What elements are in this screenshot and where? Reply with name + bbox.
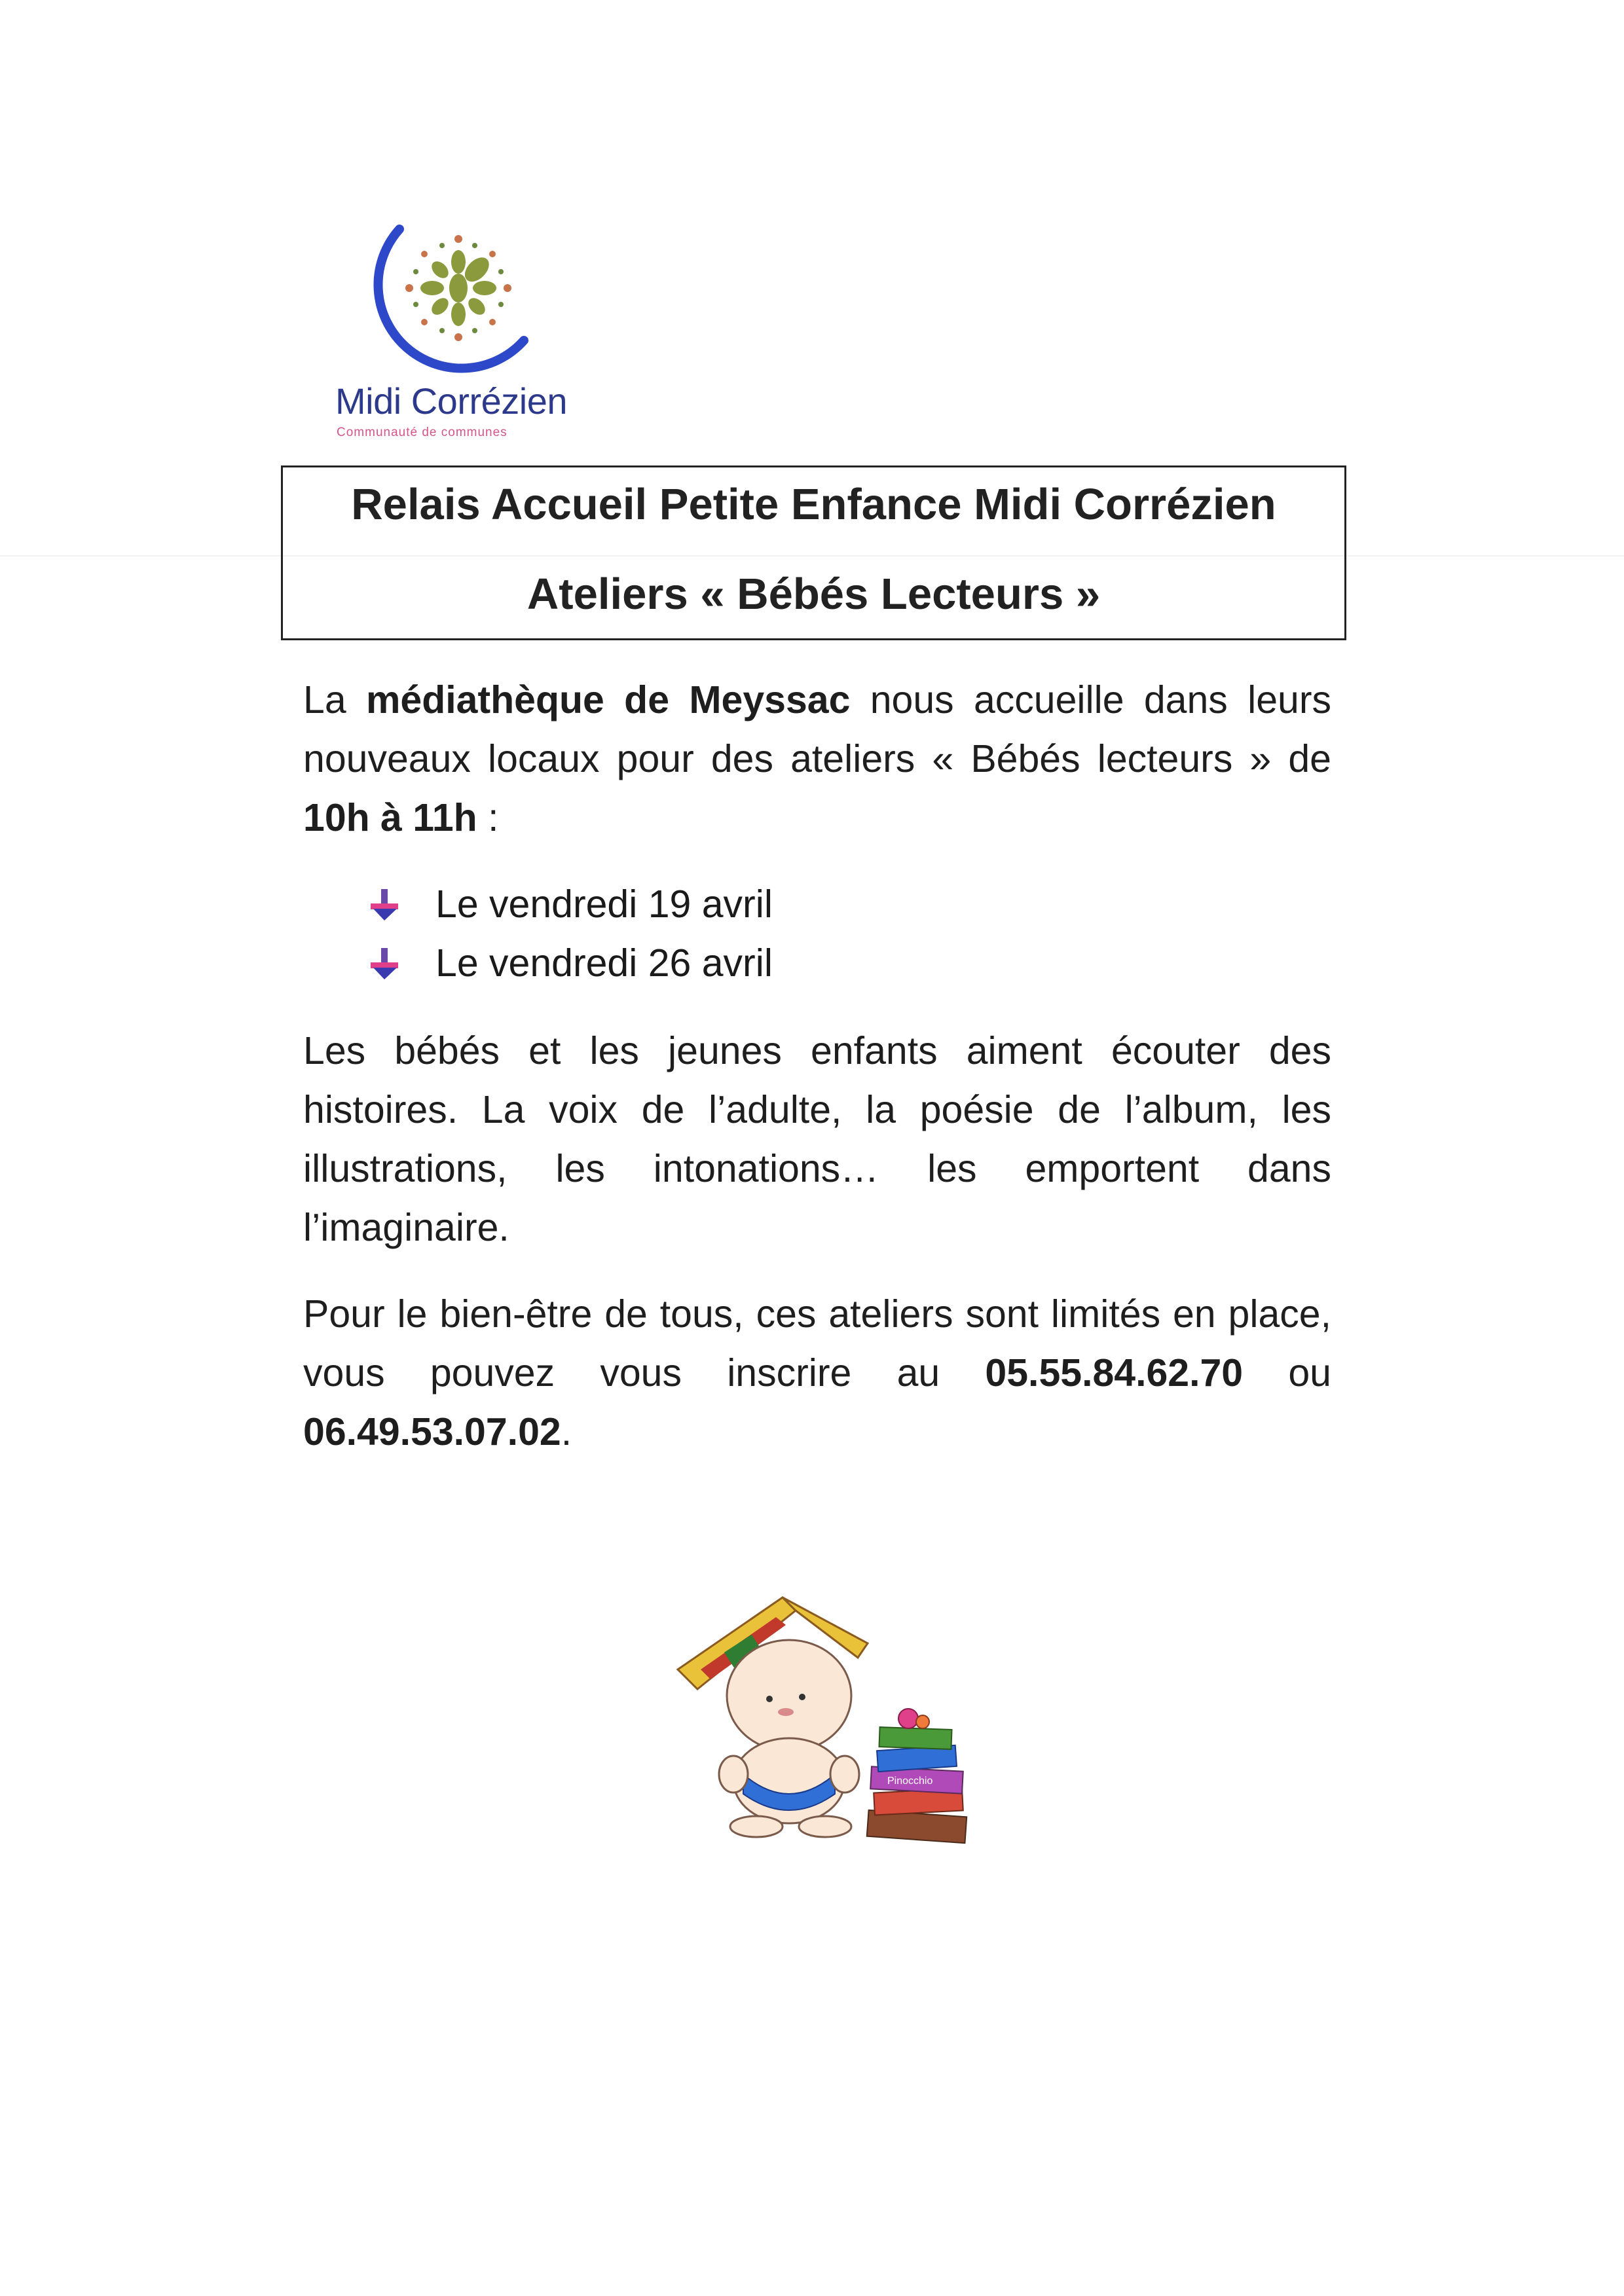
document-title: Relais Accueil Petite Enfance Midi Corrézien [351,480,1276,529]
venue-name: médiathèque de Meyssac [365,678,851,721]
intro-middle: nous accueille dans leurs nouveaux locaux pour des ateliers « Bébés lecteurs » de [303,678,1331,780]
baby-reading-illustration [671,1584,986,1872]
midi-correzien-logo [327,210,576,445]
title-box [281,465,1346,640]
date-2: Le vendredi 26 avril [435,941,773,985]
book-title: Pinocchio [887,1776,933,1787]
logo-subtitle: Communauté de communes [337,426,507,439]
intro-prefix: La [303,678,366,721]
document-subtitle: Ateliers « Bébés Lecteurs » [526,570,1101,619]
logo-name: Midi Corrézien [335,380,567,422]
phone-number-2: 06.49.53.07.02 [303,1410,561,1453]
list-item [367,875,1022,934]
registration-connector: ou [1243,1351,1331,1394]
description-paragraph: Les bébés et les jeunes enfants aiment écouter des histoires. La voix de l’adulte, la poésie de l’album, les illustrations, les intonations… les emportent dans l’imaginaire. [303,1029,1331,1249]
arrow-bullet-icon [367,886,403,923]
registration-text: Pour le bien-être de tous, ces ateliers sont limités en place, vous pouvez vous inscrire au [303,1292,1331,1394]
registration-end: . [561,1410,572,1453]
session-time: 10h à 11h [303,796,477,839]
logo-emblem-icon [354,210,550,380]
list-item [367,934,1022,993]
intro-suffix: : [477,796,499,839]
intro-paragraph [303,670,1331,847]
arrow-bullet-icon [367,945,403,982]
dates-list [367,875,1022,993]
registration-paragraph [303,1285,1331,1461]
date-1: Le vendredi 19 avril [435,883,773,926]
phone-number-1: 05.55.84.62.70 [985,1351,1244,1394]
